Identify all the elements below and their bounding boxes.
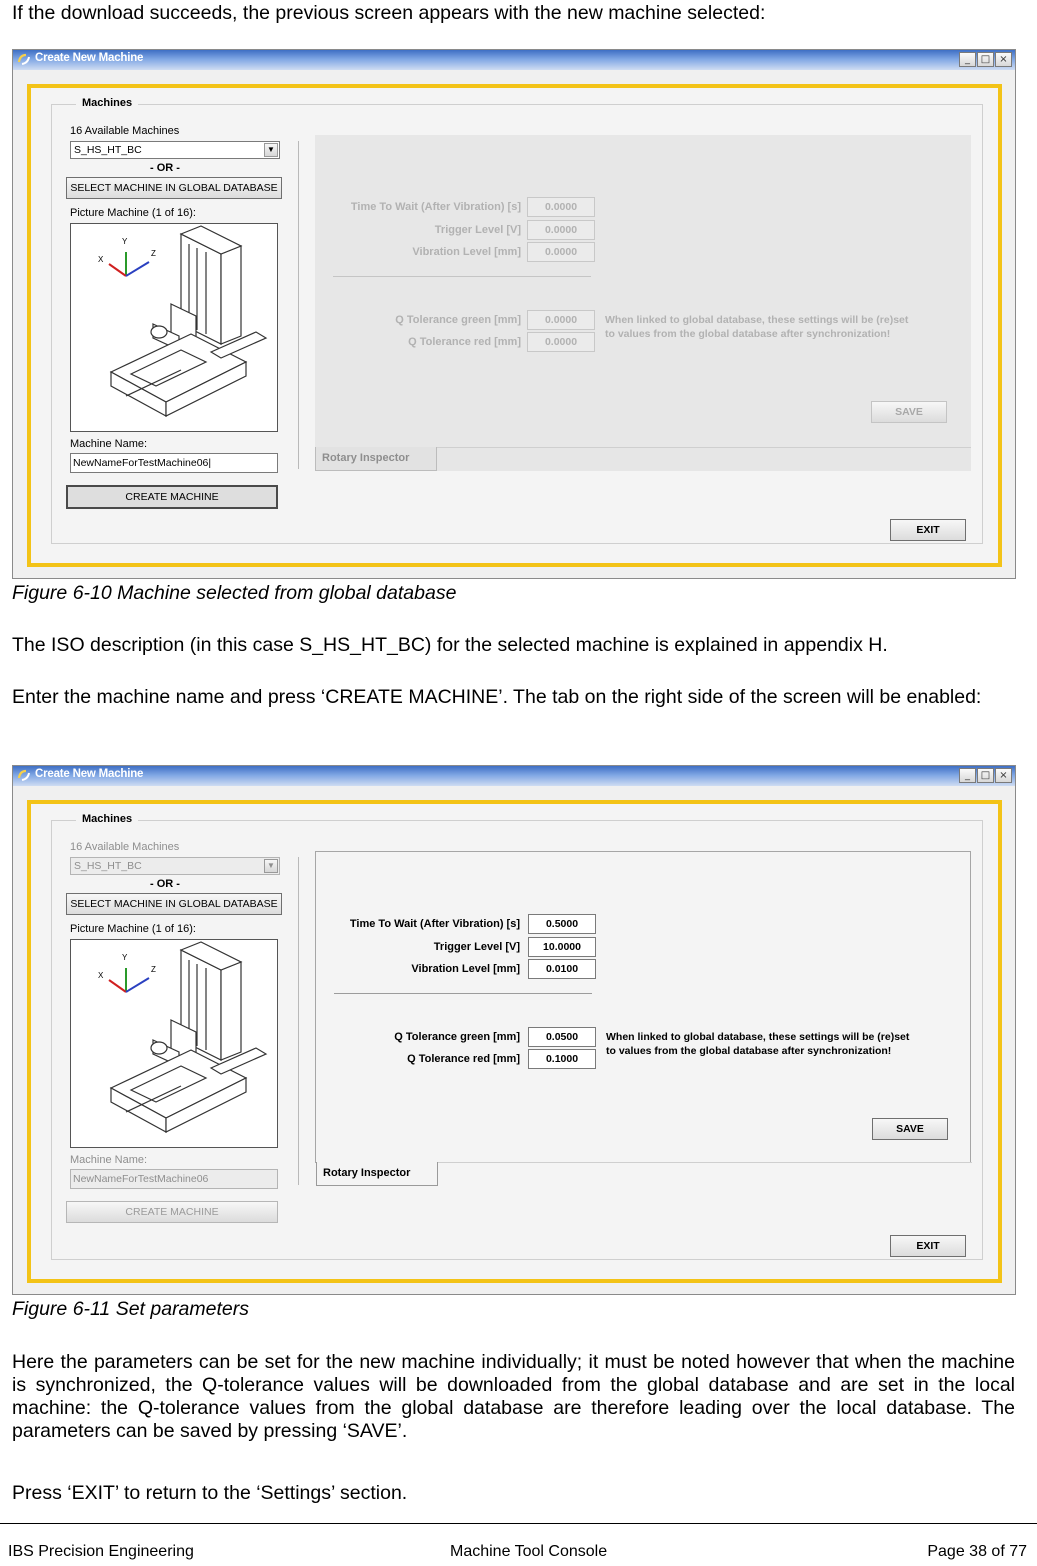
close-button[interactable]: × <box>995 52 1012 67</box>
select-global-database-button[interactable]: SELECT MACHINE IN GLOBAL DATABASE <box>66 893 282 915</box>
wait-label: Time To Wait (After Vibration) [s] <box>350 201 521 213</box>
vertical-divider <box>298 857 299 1185</box>
picture-machine-label: Picture Machine (1 of 16): <box>70 923 196 935</box>
minimize-button[interactable]: _ <box>959 52 976 67</box>
rotary-inspector-panel <box>315 135 971 464</box>
machine-name-label: Machine Name: <box>70 438 148 450</box>
qred-input[interactable]: 0.0000 <box>527 332 595 352</box>
vibration-input[interactable]: 0.0000 <box>527 242 595 262</box>
exit-paragraph: Press ‘EXIT’ to return to the ‘Settings’ section. <box>12 1482 408 1504</box>
exit-button[interactable]: EXIT <box>890 519 966 541</box>
machines-group <box>51 97 983 544</box>
qgreen-label: Q Tolerance green [mm] <box>394 1031 520 1043</box>
or-label: - OR - <box>150 162 180 174</box>
available-machines-label: 16 Available Machines <box>70 841 180 853</box>
machine-drawing <box>71 940 277 1147</box>
available-machines-label: 16 Available Machines <box>70 125 180 137</box>
app-icon <box>17 52 31 66</box>
footer-company: IBS Precision Engineering <box>8 1543 194 1560</box>
tab-strip-rest <box>437 447 971 471</box>
vibration-label: Vibration Level [mm] <box>411 963 520 975</box>
machine-picture <box>70 939 278 1148</box>
tab-rotary-inspector[interactable]: Rotary Inspector <box>315 447 437 471</box>
sync-note <box>605 313 965 341</box>
sync-note-line2: to values from the global database after synchronization! <box>606 1045 892 1057</box>
machines-group-label: Machines <box>76 97 138 109</box>
app-icon <box>17 768 31 782</box>
trigger-input[interactable]: 0.0000 <box>527 220 595 240</box>
sync-note-line2: to values from the global database after synchronization! <box>605 328 891 340</box>
wait-input[interactable]: 0.0000 <box>527 197 595 217</box>
iso-paragraph: The ISO description (in this case S_HS_HT_BC) for the selected machine is explained in appendix H. <box>12 634 888 656</box>
qgreen-input[interactable]: 0.0000 <box>527 310 595 330</box>
machine-name-label: Machine Name: <box>70 1154 148 1166</box>
create-machine-dialog-fig2 <box>12 765 1016 1295</box>
machine-drawing <box>71 224 277 431</box>
machine-select[interactable] <box>70 857 280 875</box>
machine-picture <box>70 223 278 432</box>
parameters-paragraph: Here the parameters can be set for the new machine individually; it must be noted however that when the machine is synchronized, the Q-tolerance values will be downloaded from the global database and are set in the local machine: the Q-tolerance values from the global database are therefore leading over the local database. The parameters can be saved by pressing ‘SAVE’. <box>12 1351 1015 1442</box>
footer-product: Machine Tool Console <box>450 1543 608 1560</box>
footer-divider <box>0 1523 1037 1524</box>
machine-name-input[interactable]: NewNameForTestMachine06 <box>70 1169 278 1189</box>
axis-z-label: Z <box>151 965 156 974</box>
dialog-body-frame <box>27 800 1002 1283</box>
dialog-title: Create New Machine <box>35 52 144 64</box>
trigger-input[interactable]: 10.0000 <box>528 937 596 957</box>
qred-label: Q Tolerance red [mm] <box>408 336 521 348</box>
param-divider <box>333 276 591 277</box>
trigger-label: Trigger Level [V] <box>433 941 520 953</box>
exit-button[interactable]: EXIT <box>890 1235 966 1257</box>
sync-note <box>606 1030 966 1058</box>
axis-x-label: X <box>98 255 104 264</box>
dialog-body-frame <box>27 84 1002 567</box>
axis-x-label: X <box>98 971 104 980</box>
sync-note-line1: When linked to global database, these settings will be (re)set <box>605 314 909 326</box>
machine-name-input[interactable]: NewNameForTestMachine06| <box>70 453 278 473</box>
dialog-titlebar <box>13 50 1015 70</box>
minimize-button[interactable]: _ <box>959 768 976 783</box>
select-global-database-button[interactable]: SELECT MACHINE IN GLOBAL DATABASE <box>66 177 282 199</box>
create-machine-button[interactable]: CREATE MACHINE <box>66 485 278 509</box>
machine-name-value: NewNameForTestMachine06 <box>73 457 209 469</box>
sync-note-line1: When linked to global database, these settings will be (re)set <box>606 1031 910 1043</box>
maximize-button[interactable]: □ <box>977 52 994 67</box>
qred-input[interactable]: 0.1000 <box>528 1049 596 1069</box>
create-machine-dialog-fig1 <box>12 49 1016 579</box>
tab-strip <box>316 1162 972 1186</box>
enter-name-paragraph: Enter the machine name and press ‘CREATE MACHINE’. The tab on the right side of the screen will be enabled: <box>12 686 982 708</box>
vibration-input[interactable]: 0.0100 <box>528 959 596 979</box>
picture-machine-label: Picture Machine (1 of 16): <box>70 207 196 219</box>
dialog-title: Create New Machine <box>35 768 144 780</box>
machine-select-value: S_HS_HT_BC <box>74 860 142 872</box>
intro-paragraph: If the download succeeds, the previous screen appears with the new machine selected: <box>12 2 766 24</box>
vertical-divider <box>298 141 299 469</box>
close-button[interactable]: × <box>995 768 1012 783</box>
figure2-caption: Figure 6-11 Set parameters <box>12 1298 249 1320</box>
machine-select[interactable] <box>70 141 280 159</box>
param-divider <box>334 993 592 994</box>
qgreen-input[interactable]: 0.0500 <box>528 1027 596 1047</box>
machine-select-value: S_HS_HT_BC <box>74 144 142 156</box>
create-machine-button[interactable]: CREATE MACHINE <box>66 1201 278 1223</box>
dialog-titlebar <box>13 766 1015 786</box>
rotary-inspector-panel <box>315 851 971 1179</box>
chevron-down-icon[interactable]: ▼ <box>264 143 278 157</box>
footer-page-number: Page 38 of 77 <box>927 1543 1027 1560</box>
chevron-down-icon[interactable]: ▼ <box>264 859 278 873</box>
vibration-label: Vibration Level [mm] <box>412 246 521 258</box>
or-label: - OR - <box>150 878 180 890</box>
tab-rotary-inspector[interactable]: Rotary Inspector <box>316 1162 438 1186</box>
save-button[interactable]: SAVE <box>871 401 947 423</box>
qgreen-label: Q Tolerance green [mm] <box>395 314 521 326</box>
save-button[interactable]: SAVE <box>872 1118 948 1140</box>
trigger-label: Trigger Level [V] <box>434 224 521 236</box>
figure1-caption: Figure 6-10 Machine selected from global database <box>12 582 457 604</box>
tab-strip <box>315 447 971 471</box>
machines-group <box>51 813 983 1260</box>
axis-y-label: Y <box>122 237 128 246</box>
qred-label: Q Tolerance red [mm] <box>407 1053 520 1065</box>
machines-group-label: Machines <box>76 813 138 825</box>
wait-input[interactable]: 0.5000 <box>528 914 596 934</box>
axis-y-label: Y <box>122 953 128 962</box>
maximize-button[interactable]: □ <box>977 768 994 783</box>
wait-label: Time To Wait (After Vibration) [s] <box>349 918 520 930</box>
axis-z-label: Z <box>151 249 156 258</box>
tab-strip-rest <box>438 1162 972 1186</box>
